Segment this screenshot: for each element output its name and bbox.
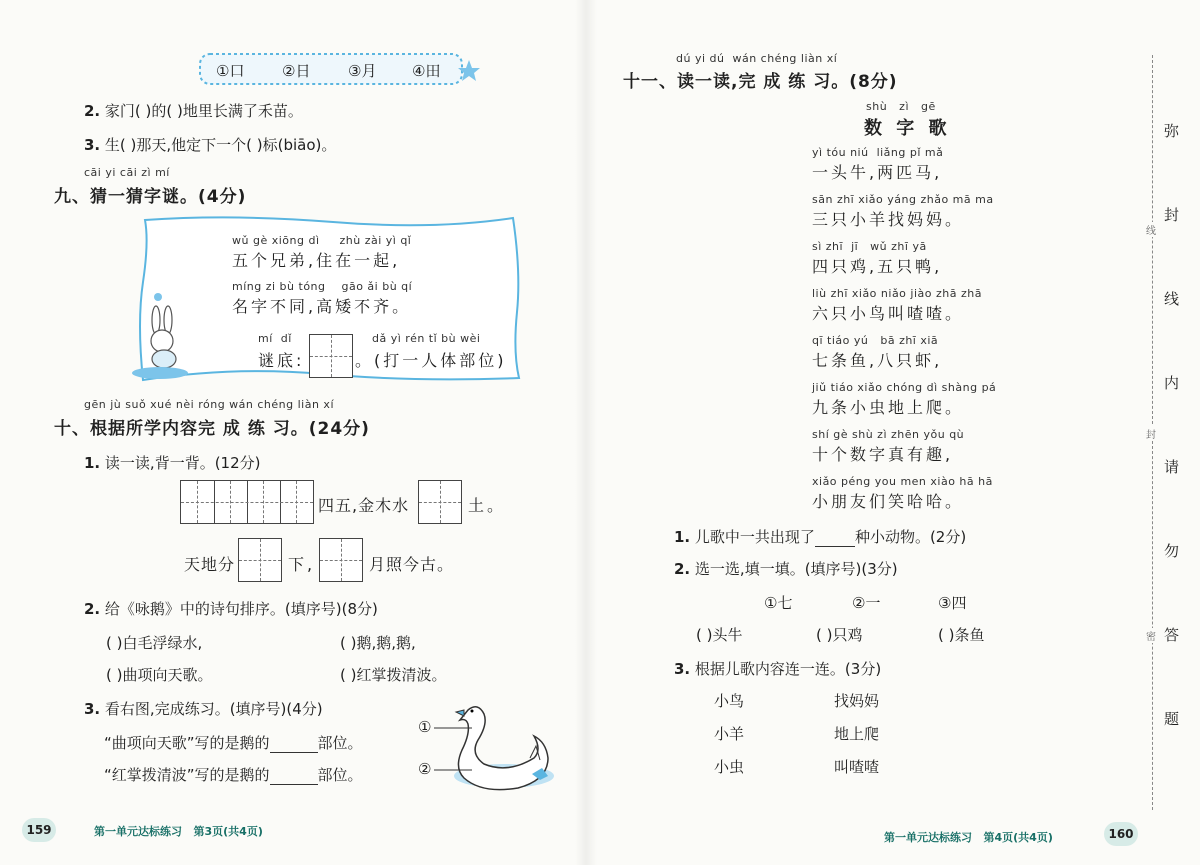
option-4: ④田 (412, 62, 441, 80)
page-number-left: 159 (22, 818, 56, 842)
q11-2-option-3: ③四 (938, 594, 967, 612)
option-1: ①口 (216, 62, 245, 80)
sec9-title: 九、猜一猜字谜。(4分) (54, 187, 247, 207)
match-right-3[interactable]: 叫喳喳 (834, 758, 880, 776)
fill-box-b[interactable] (238, 538, 282, 582)
fill-grid-4[interactable] (180, 480, 314, 524)
answer-blank[interactable] (270, 734, 318, 753)
q10-1-line2-mid: 下, (288, 555, 316, 574)
match-right-2[interactable]: 地上爬 (834, 725, 880, 743)
page-gutter (575, 0, 597, 865)
goose-label-1: ① (418, 718, 432, 736)
poem-pinyin: qī tiáo yú bā zhī xiā (812, 334, 939, 347)
q11-2: 2. 选一选,填一填。(填序号)(3分) (674, 560, 898, 578)
sec10-title: 十、根据所学内容完 成 练 习。(24分) (54, 419, 370, 439)
side-char: 勿 (1164, 542, 1180, 560)
q10-1-line1: 四五,金木水 (318, 496, 410, 515)
side-small-1: 线 (1146, 222, 1156, 237)
answer-box[interactable] (309, 334, 353, 378)
poem-pinyin: sì zhī jī wǔ zhī yā (812, 240, 927, 253)
answer-pinyin-left: mí dǐ (258, 332, 292, 345)
q10-2: 2. 给《咏鹅》中的诗句排序。(填序号)(8分) (84, 600, 378, 618)
poem-pinyin: yì tóu niú liǎng pǐ mǎ (812, 146, 944, 159)
goose-q-line1: “曲项向天歌”写的是鹅的 部位。 (104, 734, 363, 752)
q8-item-3: 3. 生( )那天,他定下一个( )标(biāo)。 (84, 136, 337, 154)
poem-line: 三只小羊找妈妈。 (812, 210, 965, 229)
answer-label: 谜底: (258, 351, 305, 370)
q10-1-line1-end: 土。 (468, 496, 507, 515)
rabbit-icon (130, 285, 200, 380)
poem-title-pinyin: shù zì gē (866, 100, 936, 113)
poem-pinyin: shí gè shù zì zhēn yǒu qù (812, 428, 965, 441)
poem-line: 七条鱼,八只虾, (812, 351, 943, 370)
sec11-pinyin: dú yi dú wán chéng liàn xí (676, 52, 838, 65)
q10-1-line2-end: 月照今古。 (369, 555, 455, 574)
q11-2-option-1: ①七 (764, 594, 793, 612)
poem-pinyin: jiǔ tiáo xiǎo chóng dì shàng pá (812, 381, 997, 394)
fill-box-c[interactable] (319, 538, 363, 582)
answer-pinyin-right: dǎ yì rén tǐ bù wèi (372, 332, 481, 345)
poem-line: 九条小虫地上爬。 (812, 398, 965, 417)
poem-pinyin: sān zhī xiǎo yáng zhǎo mā ma (812, 193, 994, 206)
poem-title: 数 字 歌 (864, 118, 951, 139)
q10-3: 3. 看右图,完成练习。(填序号)(4分) (84, 700, 323, 718)
side-small-3: 密 (1146, 628, 1156, 643)
riddle-line2: 名字不同,高矮不齐。 (232, 297, 412, 316)
side-small-2: 封 (1146, 426, 1156, 441)
goose-q-line2: “红掌拨清波”写的是鹅的 部位。 (104, 766, 363, 784)
footer-right: 第一单元达标练习 第4页(共4页) (884, 831, 1053, 844)
match-left-1[interactable]: 小鸟 (714, 692, 745, 710)
poem-order-3[interactable]: ( )曲项向天歌。 (106, 666, 213, 684)
poem-line: 四只鸡,五只鸭, (812, 257, 943, 276)
poem-line: 一头牛,两匹马, (812, 163, 943, 182)
side-char: 题 (1164, 710, 1180, 728)
poem-order-1[interactable]: ( )白毛浮绿水, (106, 634, 203, 652)
q11-2-fill-2[interactable]: ( )只鸡 (816, 626, 863, 644)
sec11-title: 十一、读一读,完 成 练 习。(8分) (623, 72, 898, 92)
poem-line: 小朋友们笑哈哈。 (812, 492, 965, 511)
page-number-right: 160 (1104, 822, 1138, 846)
riddle-line1-pinyin: wǔ gè xiōng dì zhù zài yì qǐ (232, 234, 412, 247)
q11-1: 1. 儿歌中一共出现了 种小动物。(2分) (674, 528, 967, 546)
riddle-line2-pinyin: míng zi bù tóng gāo ǎi bù qí (232, 280, 413, 293)
side-char: 线 (1164, 290, 1180, 308)
poem-order-2[interactable]: ( )鹅,鹅,鹅, (340, 634, 416, 652)
fill-box-a[interactable] (418, 480, 462, 524)
poem-order-4[interactable]: ( )红掌拨清波。 (340, 666, 447, 684)
poem-pinyin: liù zhī xiǎo niǎo jiào zhā zhā (812, 287, 982, 300)
match-left-3[interactable]: 小虫 (714, 758, 745, 776)
poem-line: 十个数字真有趣, (812, 445, 954, 464)
side-char: 答 (1164, 626, 1180, 644)
q11-2-fill-1[interactable]: ( )头牛 (696, 626, 743, 644)
q11-2-option-2: ②一 (852, 594, 881, 612)
side-char: 内 (1164, 374, 1180, 392)
q10-1: 1. 读一读,背一背。(12分) (84, 454, 261, 472)
option-2: ②日 (282, 62, 311, 80)
side-char: 弥 (1164, 122, 1180, 140)
option-3: ③月 (348, 62, 377, 80)
side-char: 封 (1164, 206, 1180, 224)
side-char: 请 (1164, 458, 1180, 476)
q8-item-2: 2. 家门( )的( )地里长满了禾苗。 (84, 102, 303, 120)
q11-2-fill-3[interactable]: ( )条鱼 (938, 626, 985, 644)
sec9-pinyin: cāi yi cāi zì mí (84, 166, 170, 179)
match-right-1[interactable]: 找妈妈 (834, 692, 880, 710)
poem-pinyin: xiǎo péng you men xiào hā hā (812, 475, 993, 488)
q10-1-line2-start: 天地分 (184, 555, 236, 574)
footer-left: 第一单元达标练习 第3页(共4页) (94, 825, 263, 838)
answer-blank[interactable] (270, 766, 318, 785)
match-left-2[interactable]: 小羊 (714, 725, 745, 743)
answer-blank[interactable] (815, 528, 855, 547)
sec10-pinyin: gēn jù suǒ xué nèi róng wán chéng liàn xí (84, 398, 335, 411)
q11-3: 3. 根据儿歌内容连一连。(3分) (674, 660, 882, 678)
answer-hint: 。(打一人体部位) (355, 351, 507, 370)
goose-label-2: ② (418, 760, 432, 778)
riddle-line1: 五个兄弟,住在一起, (232, 251, 401, 270)
poem-line: 六只小鸟叫喳喳。 (812, 304, 965, 323)
